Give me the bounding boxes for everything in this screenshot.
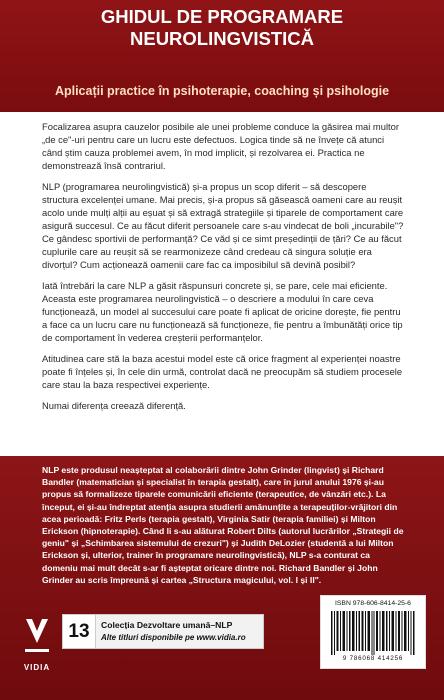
publisher-name: VIDIA [23,663,51,672]
series-number: 13 [63,615,96,648]
series-website: Alte titluri disponibile pe www.vidia.ro [101,633,246,642]
blurb-paragraph-3: Iată întrebări la care NLP a găsit răspunsuri concrete și, se pare, cele mai eficiente. Aceasta este programarea neurolingvistică – o descriere a modului în care ceva funcționează, un model al succesului care poate fi aplicat de oricine dorește, fie pentru a face ca un lucru care nu funcționează să funcționeze, fie pentru a îmbunătăți orice tip de comportament în vederea creșterii performanțelor. [42,280,403,343]
title-line-1: GHIDUL DE PROGRAMARE [100,6,344,27]
book-title [0,6,444,50]
title-line-2: NEUROLINGVISTICĂ [130,28,314,49]
publisher-logo-icon [22,613,52,663]
blurb-paragraph-4: Atitudinea care stă la baza acestui model este că orice fragment al experienței noastre poate fi înțeles și, în cele din urmă, controlat dacă ne preocupăm să studiem procesele care stau la baza respectivei experiențe. [42,353,403,390]
series-box [62,614,264,649]
series-title: Colecția Dezvoltare umană–NLP [101,620,233,630]
blurb-paragraph-1: Focalizarea asupra cauzelor posibile ale unei probleme conduce la găsirea mai multor „de ce"-uri pentru care un lucru este defectuos. Logica tinde să ne învețe că atunci când știm cauza problemei avem, în mod implicit, și rezolvarea ei. Practica ne demonstrează însă contrariul. [42,121,399,171]
barcode-digits: 9 786068 414256 [342,655,404,662]
barcode-icon [331,611,415,655]
book-subtitle: Aplicații practice în psihoterapie, coaching și psihologie [54,84,390,98]
blurb-paragraph-2: NLP (programarea neurolingvistică) și-a propus un scop diferit – să descopere structura excelenței umane. Mai precis, și-a propus să găsească oameni care au reușit acolo unde mulți alții au eșuat și să extragă strategiile și tiparele de comportament care asigură succesul. Ce au făcut diferit persoanele care s-au vindecat de boli „incurabile"? Ce gândesc sportivii de performanță? Ce văd și ce simt președinții de țări? Ce au făcut cuplurile care au reușit să se rearmonizeze când credeau că singura soluție era divorțul? Cum acționează oamenii care fac ca imposibilul să devină posibil? [42,181,404,270]
about-nlp-text: NLP este produsul neașteptat al colaborării dintre John Grinder (lingvist) și Richard Bandler (matematician și specialist în terapia gestalt), care în jurul anului 1976 și-au propus să formalizeze tiparele comunicării eficiente (terapeutice, de vânzări etc.). La început, ei și-au îndreptat atenția asupra studierii amănunțite a terapeuților-vrăjitori din acea perioadă: Fritz Perls (terapia gestalt), Virginia Satir (terapia familiei) și Milton Erickson (hipnoterapie). Când li s-au alăturat Robert Dilts (autorul lucrărilor „Strategii de geniu" și „Schimbarea sistemului de crezuri") și Judith DeLozier (studentă a lui Milton Erickson și, ulterior, trainer în programare neurolingvistică), NLP s-a conturat ca domeniu mai mult decât s-ar fi așteptat oricare dintre noi. Richard Bandler și John Grinder au scris împreună și cartea „Structura magicului, vol. I și II". [42,465,404,585]
isbn-label: ISBN 978-606-8414-25-6 [335,600,411,607]
isbn-box [320,595,426,669]
blurb [42,120,404,420]
blurb-paragraph-5: Numai diferența creează diferență. [42,400,186,411]
